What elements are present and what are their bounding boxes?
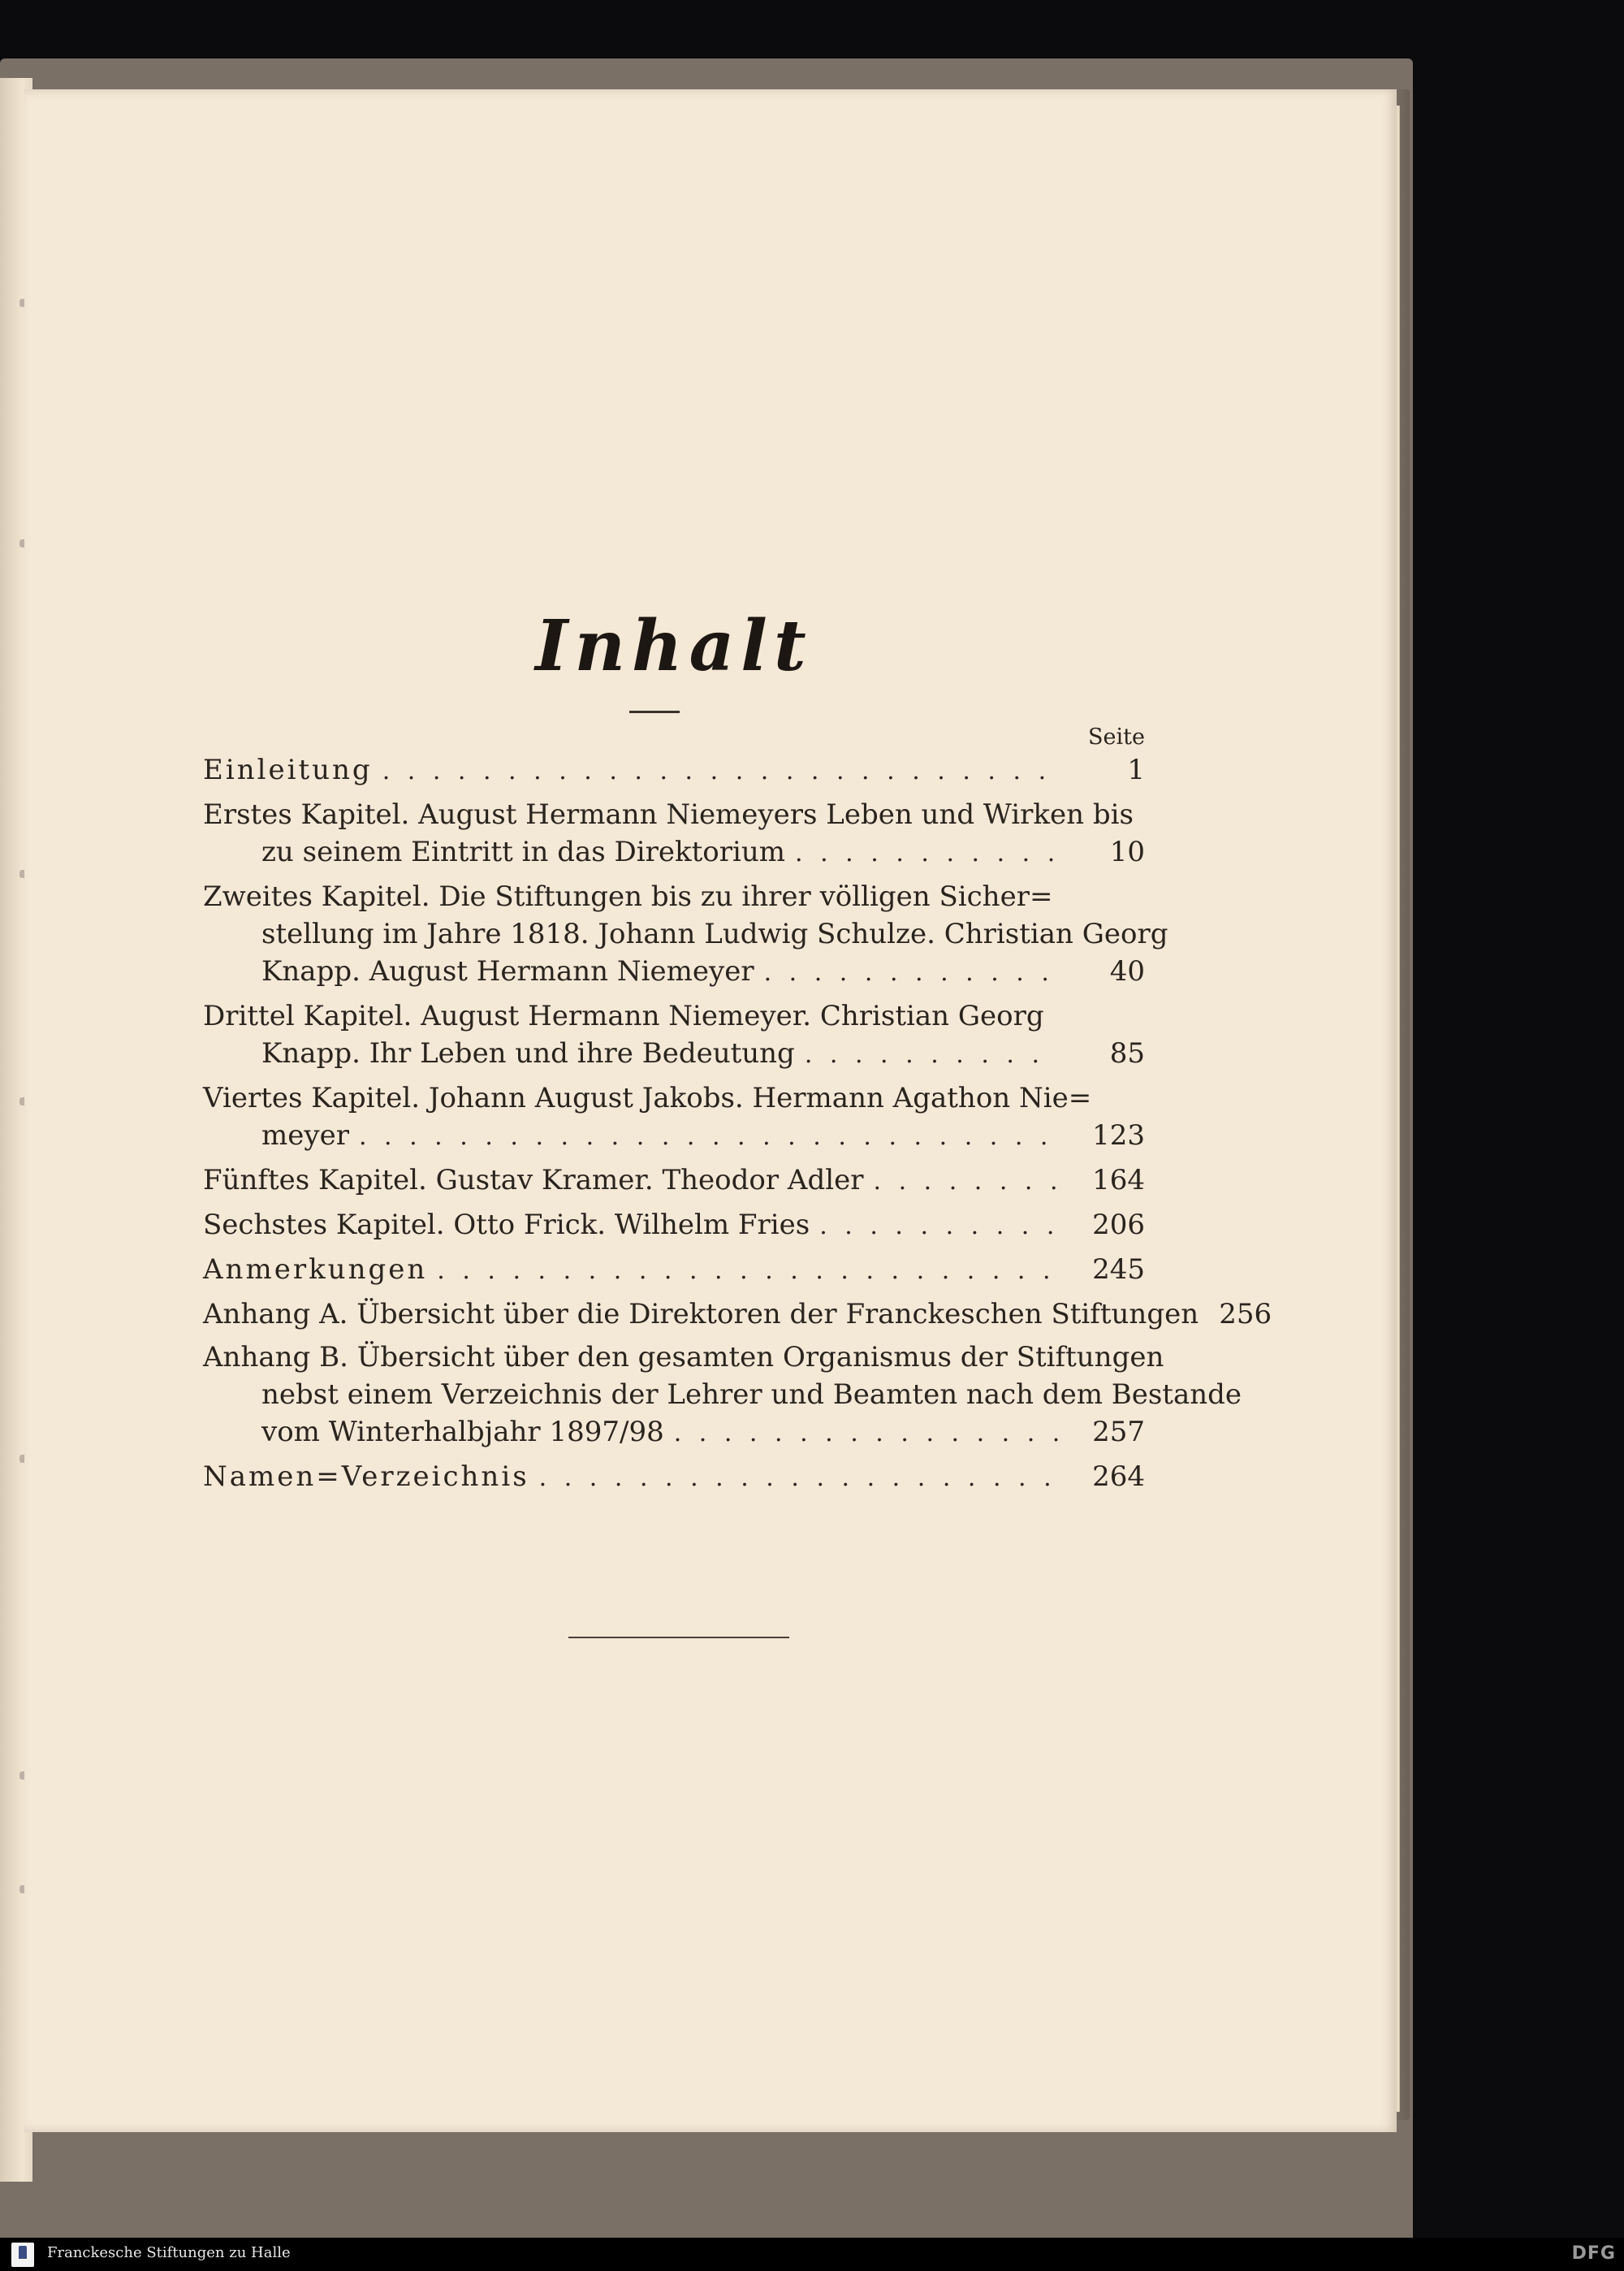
- toc-entry: [203, 1161, 1145, 1200]
- toc-entry-text: Zweites Kapitel. Die Stiftungen bis zu ihrer völligen Sicher=: [203, 880, 1053, 913]
- toc-page-number: 40: [1109, 955, 1145, 988]
- toc-page-number: 264: [1092, 1460, 1145, 1493]
- toc-entry-line: [203, 997, 1145, 1035]
- dot-leader: [359, 1117, 1059, 1156]
- toc-entry-line: [203, 1296, 1272, 1333]
- toc-entry-text: stellung im Jahre 1818. Johann Ludwig Schulze. Christian Georg: [261, 918, 1168, 950]
- toc-entry-text: Knapp. August Hermann Niemeyer: [261, 955, 754, 988]
- institution-logo-icon: [11, 2243, 34, 2267]
- toc-entry: [203, 1458, 1145, 1497]
- bottom-rule: [568, 1637, 789, 1638]
- toc-page-number: 256: [1219, 1298, 1272, 1330]
- toc-entry-line: [203, 953, 1145, 992]
- dot-leader: [539, 1458, 1059, 1497]
- toc-entry: [203, 1206, 1145, 1245]
- toc-entry: [203, 796, 1145, 872]
- toc-entry-line: [203, 878, 1145, 915]
- toc-entry-text: Drittel Kapitel. August Hermann Niemeyer. Christian Georg: [203, 1000, 1044, 1032]
- toc-entry-text: vom Winterhalbjahr 1897/98: [261, 1416, 664, 1448]
- funder-logo: DFG: [1571, 2243, 1616, 2264]
- dot-leader: [674, 1413, 1059, 1452]
- toc-entry-line: [203, 1251, 1145, 1290]
- toc-page-number: 1: [1127, 754, 1145, 786]
- toc-page-number: 10: [1109, 836, 1145, 868]
- toc-page-number: 123: [1092, 1119, 1145, 1152]
- toc-entry-line: [203, 833, 1145, 872]
- toc-entry: [203, 878, 1168, 992]
- dot-leader: [795, 833, 1059, 872]
- toc-entry: [203, 997, 1145, 1074]
- toc-entry-text: Sechstes Kapitel. Otto Frick. Wilhelm Fries: [203, 1209, 810, 1241]
- toc-page-number: 85: [1109, 1037, 1145, 1070]
- toc-entries: [203, 751, 1272, 1503]
- toc-entry-line: [203, 1117, 1145, 1156]
- page-column-label: Seite: [1088, 725, 1145, 750]
- dot-leader: [874, 1161, 1060, 1200]
- toc-entry-line: [203, 1161, 1145, 1200]
- toc-page-number: 206: [1092, 1209, 1145, 1241]
- toc-entry: [203, 1339, 1242, 1452]
- toc-entry-line: [203, 1206, 1145, 1245]
- toc-entry-text: Anmerkungen: [203, 1253, 428, 1286]
- dot-leader: [764, 953, 1059, 992]
- toc-entry-text: Anhang A. Übersicht über die Direktoren der Franckeschen Stiftungen: [203, 1298, 1199, 1330]
- toc-entry-line: [203, 1458, 1145, 1497]
- toc-entry-line: [203, 1079, 1145, 1117]
- toc-page-number: 245: [1092, 1253, 1145, 1286]
- toc-page-number: 164: [1092, 1164, 1145, 1196]
- title-rule: [629, 711, 680, 713]
- table-of-contents: [203, 89, 1272, 2132]
- toc-entry-text: Viertes Kapitel. Johann August Jakobs. Hermann Agathon Nie=: [203, 1082, 1092, 1114]
- book-page: [24, 89, 1397, 2132]
- toc-entry-text: Fünftes Kapitel. Gustav Kramer. Theodor Adler: [203, 1164, 864, 1196]
- toc-entry-line: [203, 796, 1145, 833]
- toc-entry-text: nebst einem Verzeichnis der Lehrer und Beamten nach dem Bestande: [261, 1378, 1242, 1411]
- toc-entry-text: Namen=Verzeichnis: [203, 1460, 529, 1493]
- toc-entry-text: Knapp. Ihr Leben und ihre Bedeutung: [261, 1037, 795, 1070]
- dot-leader: [819, 1206, 1059, 1245]
- institution-name: Franckesche Stiftungen zu Halle: [47, 2244, 291, 2261]
- toc-entry-text: meyer: [261, 1119, 349, 1152]
- toc-entry: [203, 1251, 1145, 1290]
- toc-entry-line: [203, 1413, 1145, 1452]
- toc-entry: [203, 751, 1145, 790]
- toc-entry: [203, 1079, 1145, 1156]
- toc-entry-text: Erstes Kapitel. August Hermann Niemeyers Leben und Wirken bis: [203, 798, 1134, 831]
- toc-entry-text: Einleitung: [203, 754, 373, 786]
- page-title: Inhalt: [535, 605, 813, 687]
- footer-bar: [0, 2238, 1624, 2271]
- toc-entry-line: [203, 1339, 1164, 1376]
- dot-leader: [382, 751, 1059, 790]
- toc-entry-text: zu seinem Eintritt in das Direktorium: [261, 836, 786, 868]
- toc-entry-line: [203, 915, 1168, 953]
- toc-entry-line: [203, 1035, 1145, 1074]
- dot-leader: [805, 1035, 1059, 1074]
- dot-leader: [437, 1251, 1059, 1290]
- toc-entry-text: Anhang B. Übersicht über den gesamten Organismus der Stiftungen: [203, 1341, 1164, 1373]
- toc-entry: [203, 1296, 1272, 1333]
- toc-entry-line: [203, 751, 1145, 790]
- toc-page-number: 257: [1092, 1416, 1145, 1448]
- toc-entry-line: [203, 1376, 1242, 1413]
